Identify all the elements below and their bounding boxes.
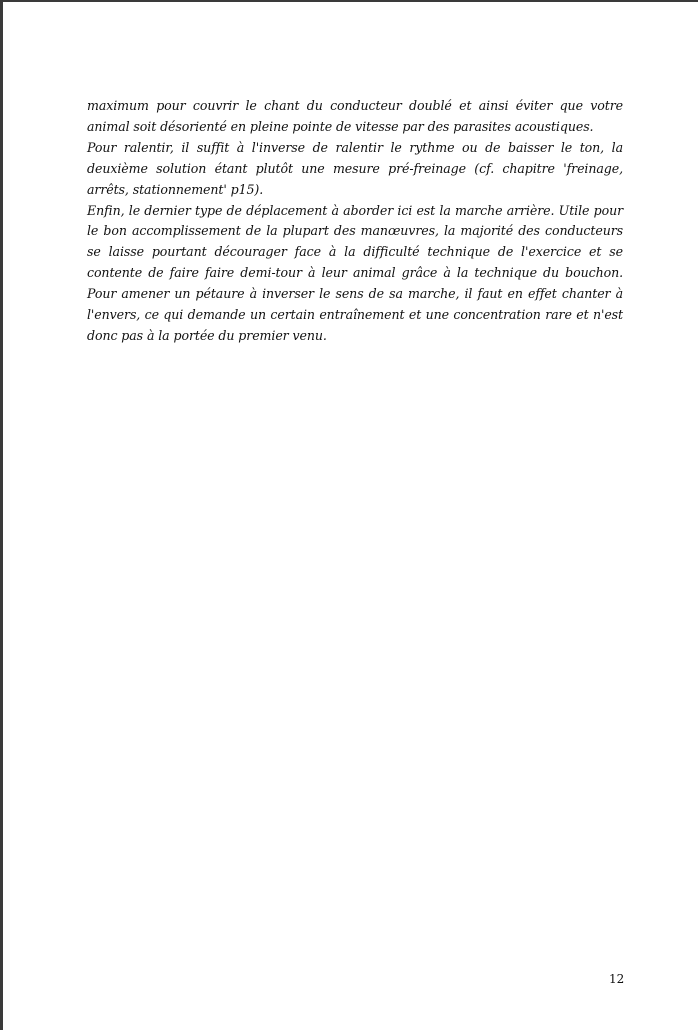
page-number: 12 <box>609 972 625 986</box>
paragraph-2: Pour ralentir, il suffit à l'inverse de ralentir le rythme ou de baisser le ton, la deuxième solution étant plutôt une mesure pré-freinage (cf. chapitre 'freinage, arrêts, stationnement' p15). <box>87 139 623 197</box>
paragraph-1: maximum pour couvrir le chant du conducteur doublé et ainsi éviter que votre animal soit désorienté en pleine pointe de vitesse par des parasites acoustiques. <box>87 98 623 134</box>
body-text <box>87 96 623 347</box>
paragraph-3: Enfin, le dernier type de déplacement à aborder ici est la marche arrière. Utile pour le bon accomplissement de la plupart des manœuvres, la majorité des conducteurs se laisse pourtant décourager face à la difficulté technique de l'exercice et se contente de faire faire demi-tour à leur animal grâce à la technique du bouchon. Pour amener un pétaure à inverser le sens de sa marche, il faut en effet chanter à l'envers, ce qui demande un certain entraînement et une concentration rare et n'est donc pas à la portée du premier venu. <box>87 202 623 343</box>
